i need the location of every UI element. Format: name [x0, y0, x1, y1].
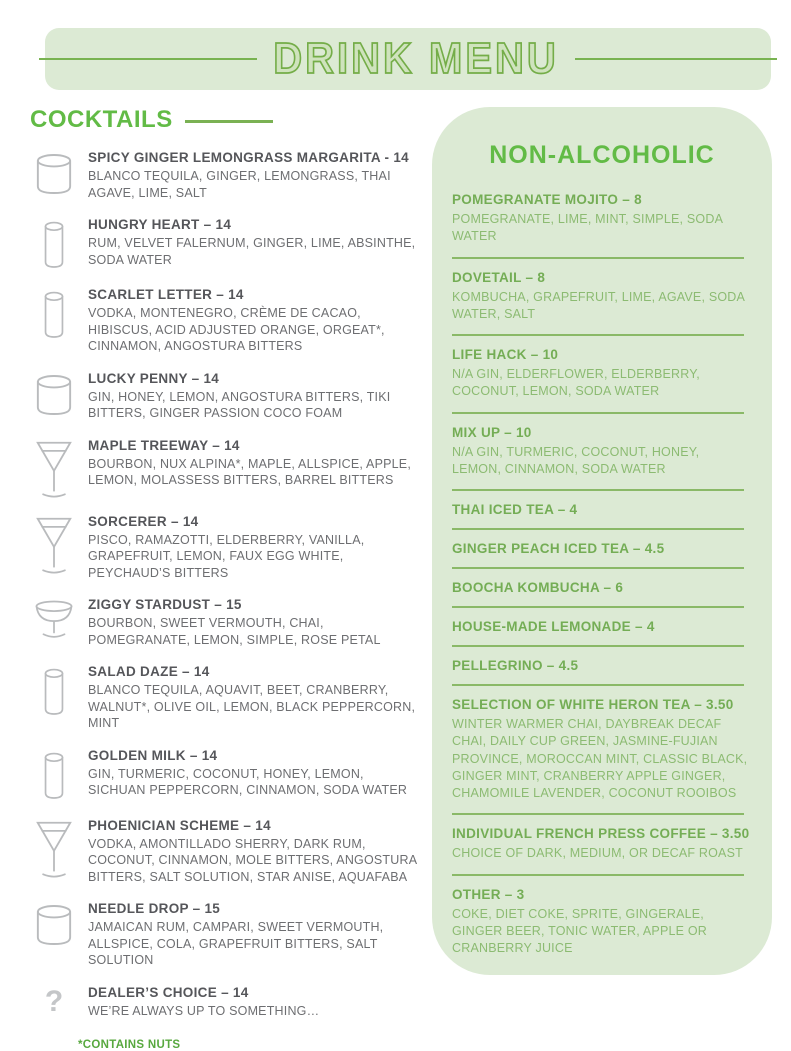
- na-item-name: OTHER – 3: [452, 886, 525, 902]
- cocktail-item: [30, 985, 422, 1020]
- na-item: [452, 425, 752, 492]
- highball-glass-icon: [30, 664, 78, 732]
- non-alcoholic-heading: NON-ALCOHOLIC: [489, 141, 715, 169]
- divider: [452, 334, 744, 336]
- highball-glass-icon: [30, 287, 78, 355]
- na-item: [452, 502, 752, 530]
- cocktail-ingredients: BLANCO TEQUILA, AQUAVIT, BEET, CRANBERRY, WALNUT*, OLIVE OIL, LEMON, BLACK PEPPERCORN, MINT: [88, 683, 416, 730]
- cocktails-header: [30, 106, 422, 134]
- na-item-name: DOVETAIL – 8: [452, 269, 546, 285]
- cocktails-heading-rule: [185, 120, 273, 123]
- rocks-glass-icon: [30, 901, 78, 969]
- cocktail-name: PHOENICIAN SCHEME – 14: [88, 817, 271, 833]
- na-item-ingredients: KOMBUCHA, GRAPEFRUIT, LIME, AGAVE, SODA WATER, SALT: [452, 289, 745, 321]
- na-item: [452, 697, 752, 815]
- divider: [452, 489, 744, 491]
- divider: [452, 813, 744, 815]
- cocktail-ingredients: PISCO, RAMAZOTTI, ELDERBERRY, VANILLA, GRAPEFRUIT, LEMON, FAUX EGG WHITE, PEYCHAUD’S BITTERS: [88, 532, 365, 580]
- divider: [452, 528, 744, 530]
- header-rule-left: [39, 58, 257, 61]
- na-item: [452, 541, 752, 569]
- na-item-name: BOOCHA KOMBUCHA – 6: [452, 580, 624, 595]
- coupe-glass-icon: [30, 597, 78, 648]
- martini-glass-icon: [30, 438, 78, 498]
- divider: [452, 412, 744, 414]
- cocktail-item: [30, 150, 422, 201]
- na-item: [452, 347, 752, 414]
- cocktail-item: [30, 664, 422, 732]
- cocktail-ingredients: VODKA, AMONTILLADO SHERRY, DARK RUM, COCONUT, CINNAMON, MOLE BITTERS, ANGOSTURA BITTERS, SALT SOLUTION, STAR ANISE, AQUAFABA: [88, 836, 417, 884]
- cocktail-item: [30, 514, 422, 582]
- cocktail-item: [30, 901, 422, 969]
- na-item: [452, 192, 752, 259]
- na-item-name: PELLEGRINO – 4.5: [452, 658, 579, 673]
- na-item: [452, 658, 752, 686]
- cocktail-item: [30, 371, 422, 422]
- highball-glass-icon: [30, 748, 78, 802]
- cocktail-name: SALAD DAZE – 14: [88, 664, 210, 679]
- cocktail-ingredients: BOURBON, SWEET VERMOUTH, CHAI, POMEGRANATE, LEMON, SIMPLE, ROSE PETAL: [88, 616, 381, 647]
- cocktails-heading: COCKTAILS: [30, 106, 173, 133]
- cocktail-name: SORCERER – 14: [88, 513, 199, 529]
- cocktail-item: [30, 597, 422, 648]
- cocktail-ingredients: JAMAICAN RUM, CAMPARI, SWEET VERMOUTH, ALLSPICE, COLA, GRAPEFRUIT BITTERS, SALT SOLUTION: [88, 920, 384, 967]
- page-title: DRINK MENU: [273, 34, 559, 83]
- na-item-name: GINGER PEACH ICED TEA – 4.5: [452, 541, 665, 556]
- divider: [452, 645, 744, 647]
- cocktail-ingredients: BOURBON, NUX ALPINA*, MAPLE, ALLSPICE, APPLE, LEMON, MOLASSESS BITTERS, BARREL BITTERS: [88, 456, 412, 487]
- cocktail-name: SPICY GINGER LEMONGRASS MARGARITA - 14: [88, 150, 409, 165]
- na-item: [452, 619, 752, 647]
- na-item-ingredients: N/A GIN, ELDERFLOWER, ELDERBERRY, COCONUT, LEMON, SODA WATER: [452, 367, 700, 399]
- rocks-glass-icon: [30, 371, 78, 422]
- na-item-ingredients: CHOICE OF DARK, MEDIUM, OR DECAF ROAST: [452, 846, 743, 861]
- cocktail-item: [30, 818, 422, 886]
- cocktail-ingredients: WE’RE ALWAYS UP TO SOMETHING…: [88, 1003, 320, 1018]
- cocktail-item: [30, 287, 422, 355]
- cocktail-item: [30, 748, 422, 802]
- cocktail-name: ZIGGY STARDUST – 15: [88, 597, 242, 612]
- divider: [452, 874, 744, 876]
- na-item-name: LIFE HACK – 10: [452, 347, 559, 362]
- na-item-ingredients: POMEGRANATE, LIME, MINT, SIMPLE, SODA WATER: [452, 212, 723, 244]
- na-item-name: POMEGRANATE MOJITO – 8: [452, 192, 642, 207]
- na-item-ingredients: WINTER WARMER CHAI, DAYBREAK DECAF CHAI, DAILY CUP GREEN, JASMINE-FUJIAN PROVINCE, MOROCCAN MINT, CLASSIC BLACK, GINGER MINT, CRANBERRY APPLE GINGER, CHAMOMILE LAVENDER, COCONUT ROOIBOS: [452, 717, 748, 800]
- na-item-name: SELECTION OF WHITE HERON TEA – 3.50: [452, 697, 734, 712]
- contains-nuts-note: *CONTAINS NUTS: [78, 1039, 181, 1051]
- non-alcoholic-list: [452, 192, 752, 957]
- header-band: [45, 28, 771, 90]
- na-item: [452, 580, 752, 608]
- non-alcoholic-panel: [432, 107, 772, 975]
- cocktail-name: GOLDEN MILK – 14: [88, 747, 218, 763]
- cocktail-ingredients: GIN, TURMERIC, COCONUT, HONEY, LEMON, SICHUAN PEPPERCORN, CINNAMON, SODA WATER: [88, 766, 408, 797]
- divider: [452, 606, 744, 608]
- cocktail-name: SCARLET LETTER – 14: [88, 287, 244, 302]
- martini-glass-icon: [30, 818, 78, 886]
- cocktail-ingredients: VODKA, MONTENEGRO, CRÈME DE CACAO, HIBISCUS, ACID ADJUSTED ORANGE, ORGEAT*, CINNAMON, ANGOSTURA BITTERS: [88, 306, 385, 353]
- na-item: [452, 887, 752, 958]
- cocktail-list: [30, 150, 422, 1019]
- highball-glass-icon: [30, 217, 78, 271]
- cocktail-name: DEALER’S CHOICE – 14: [88, 984, 249, 1000]
- cocktail-item: [30, 438, 422, 498]
- divider: [452, 567, 744, 569]
- cocktail-item: [30, 217, 422, 271]
- cocktail-ingredients: GIN, HONEY, LEMON, ANGOSTURA BITTERS, TIKI BITTERS, GINGER PASSION COCO FOAM: [88, 389, 391, 420]
- na-item: [452, 826, 752, 875]
- rocks-glass-icon: [30, 150, 78, 201]
- na-item-ingredients: COKE, DIET COKE, SPRITE, GINGERALE, GINGER BEER, TONIC WATER, APPLE OR CRANBERRY JUICE: [452, 906, 707, 955]
- divider: [452, 257, 744, 259]
- cocktail-name: MAPLE TREEWAY – 14: [88, 437, 240, 453]
- na-item-name: MIX UP – 10: [452, 424, 532, 440]
- martini-glass-icon: [30, 514, 78, 582]
- na-item-name: HOUSE-MADE LEMONADE – 4: [452, 619, 655, 634]
- question-mark-icon: ?: [44, 984, 64, 1018]
- cocktails-section: [30, 106, 422, 1051]
- cocktail-name: HUNGRY HEART – 14: [88, 217, 232, 232]
- header-rule-right: [575, 58, 777, 61]
- cocktail-name: LUCKY PENNY – 14: [88, 370, 220, 386]
- na-item: [452, 270, 752, 337]
- cocktail-name: NEEDLE DROP – 15: [88, 901, 221, 916]
- na-item-name: THAI ICED TEA – 4: [452, 502, 578, 517]
- divider: [452, 684, 744, 686]
- cocktail-ingredients: BLANCO TEQUILA, GINGER, LEMONGRASS, THAI AGAVE, LIME, SALT: [88, 169, 391, 200]
- na-item-ingredients: N/A GIN, TURMERIC, COCONUT, HONEY, LEMON, CINNAMON, SODA WATER: [452, 444, 700, 476]
- cocktail-ingredients: RUM, VELVET FALERNUM, GINGER, LIME, ABSINTHE, SODA WATER: [88, 236, 416, 267]
- na-item-name: INDIVIDUAL FRENCH PRESS COFFEE – 3.50: [452, 826, 750, 842]
